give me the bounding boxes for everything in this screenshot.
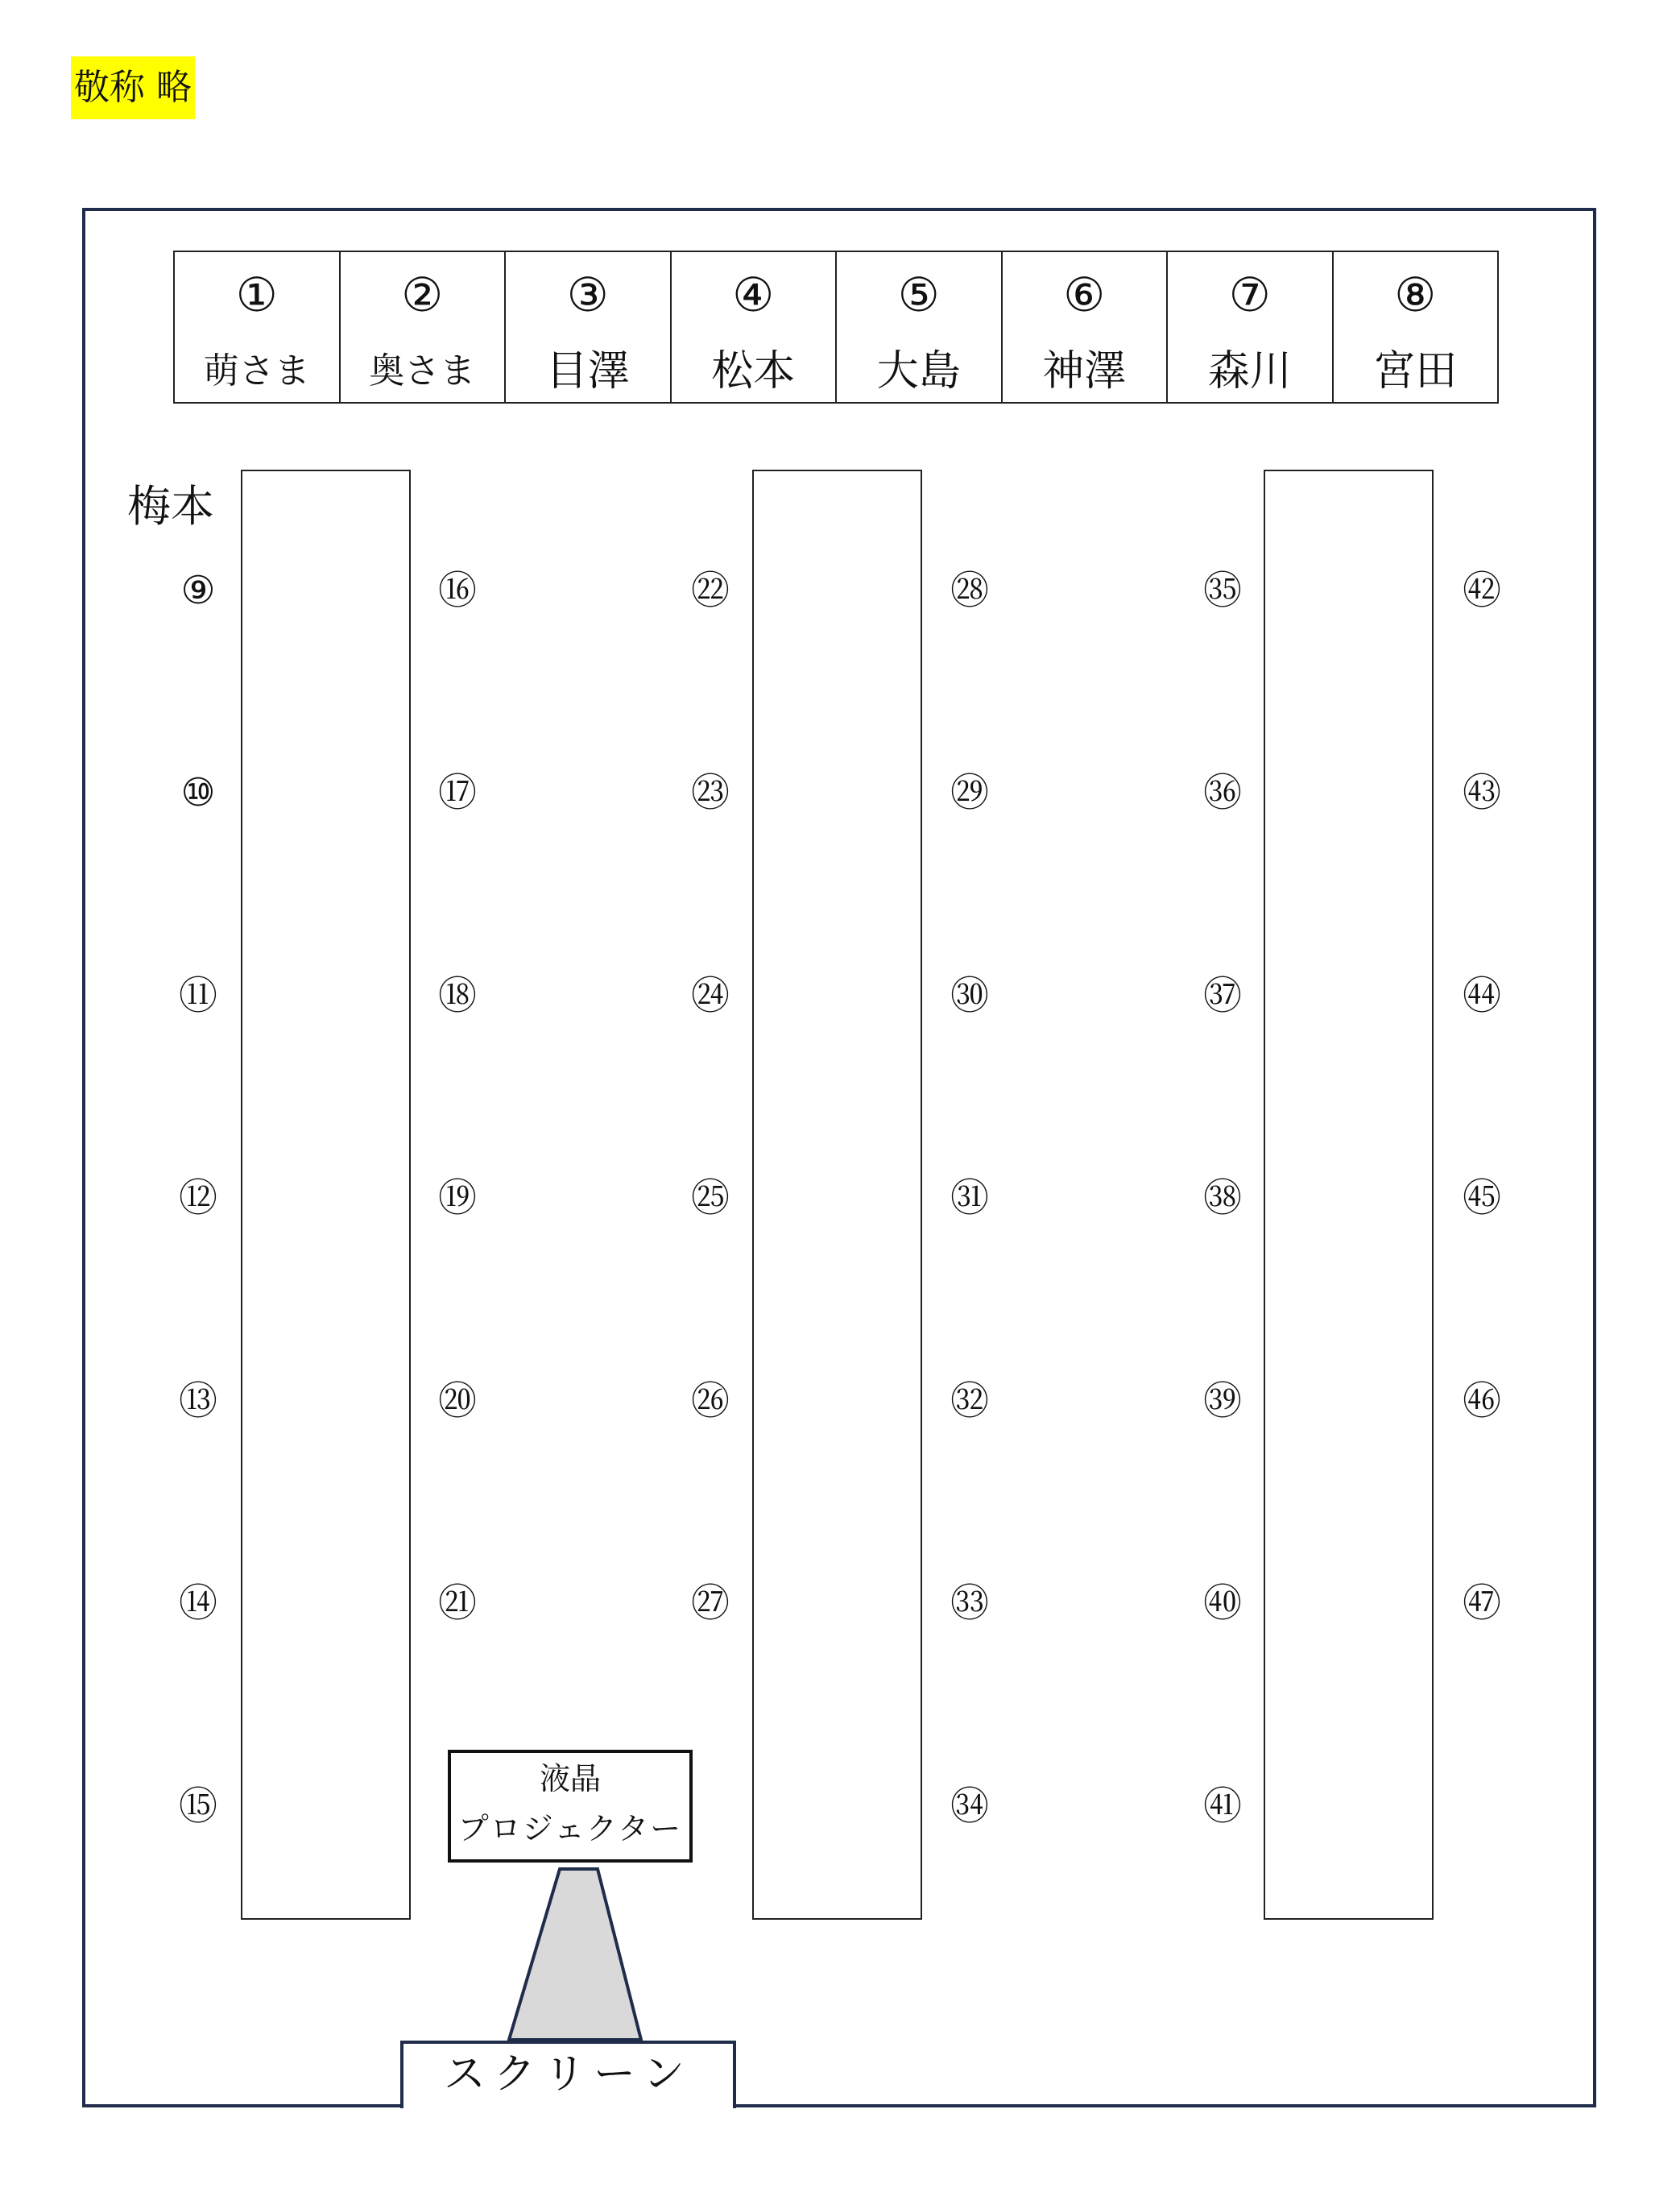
seat-marker: ㉜ bbox=[950, 1378, 989, 1423]
seat-marker: ㉟ bbox=[1202, 568, 1242, 613]
seat-marker: ㊻ bbox=[1462, 1378, 1501, 1423]
seat-marker: ㉓ bbox=[690, 770, 730, 815]
seat-marker: ㉙ bbox=[950, 770, 989, 815]
guest-name: 萌さま bbox=[203, 350, 310, 392]
seat-marker: ⑯ bbox=[437, 568, 477, 613]
seat-marker: ㉛ bbox=[950, 1175, 989, 1220]
lcd-projector bbox=[448, 1750, 693, 1863]
seat-marker: ⑩ bbox=[180, 770, 216, 815]
seat-number: ⑥ bbox=[1063, 267, 1106, 322]
seat-marker: ⑭ bbox=[178, 1581, 217, 1626]
seat-marker: ⑲ bbox=[437, 1175, 477, 1220]
seat-number: ④ bbox=[732, 267, 775, 322]
seat-marker: ㉞ bbox=[950, 1784, 989, 1829]
seat-marker: ㉝ bbox=[950, 1581, 989, 1626]
seat-marker: ㊵ bbox=[1202, 1581, 1242, 1626]
guest-name: 宮田 bbox=[1373, 347, 1458, 396]
projector-label-line1: 液晶 bbox=[539, 1761, 601, 1796]
guest-name: 大島 bbox=[876, 347, 961, 396]
screen: スクリーン bbox=[400, 2041, 736, 2108]
guest-name: 奥さま bbox=[369, 350, 476, 392]
seat-marker: ㊶ bbox=[1202, 1784, 1242, 1829]
seat-marker: ⑫ bbox=[178, 1175, 217, 1220]
guest-name: 神澤 bbox=[1042, 347, 1127, 396]
seat-marker: ⑨ bbox=[180, 568, 216, 613]
seat-marker: ㉚ bbox=[950, 973, 989, 1018]
guest-name: 松本 bbox=[711, 347, 796, 396]
seat-number: ⑤ bbox=[897, 267, 940, 322]
seat-number: ① bbox=[235, 267, 278, 322]
seat-marker: ⑪ bbox=[178, 973, 217, 1018]
seat-marker: ㊹ bbox=[1462, 973, 1501, 1018]
seat-number: ⑦ bbox=[1228, 267, 1271, 322]
guest-name: 目澤 bbox=[545, 347, 630, 396]
seat-marker: ㊷ bbox=[1462, 568, 1501, 613]
seat-marker: ㊱ bbox=[1202, 770, 1242, 815]
side-name-label: 梅本 bbox=[127, 481, 214, 532]
seat-marker: ㊼ bbox=[1462, 1581, 1501, 1626]
guest-name: 森川 bbox=[1207, 347, 1292, 396]
projector-beam-shape bbox=[509, 1869, 641, 2040]
projector-label-line2: プロジェクター bbox=[457, 1811, 683, 1846]
honorifics-note: 敬称 略 bbox=[71, 56, 195, 119]
seat-marker: ㉑ bbox=[437, 1581, 477, 1626]
seat-marker: ㊸ bbox=[1462, 770, 1501, 815]
seat-marker: ㉕ bbox=[690, 1175, 730, 1220]
seat-marker: ⑰ bbox=[437, 770, 477, 815]
seat-marker: ⑮ bbox=[178, 1784, 217, 1829]
seat-marker: ⑬ bbox=[178, 1378, 217, 1423]
seat-marker: ㉖ bbox=[690, 1378, 730, 1423]
seat-marker: ㉘ bbox=[950, 568, 989, 613]
seat-marker: ㉒ bbox=[690, 568, 730, 613]
seat-marker: ㉗ bbox=[690, 1581, 730, 1626]
seat-marker: ㊳ bbox=[1202, 1175, 1242, 1220]
seat-number: ⑧ bbox=[1394, 267, 1437, 322]
seat-marker: ㉔ bbox=[690, 973, 730, 1018]
seat-marker: ㊺ bbox=[1462, 1175, 1501, 1220]
seat-number: ② bbox=[401, 267, 444, 322]
seat-marker: ⑳ bbox=[437, 1378, 477, 1423]
seat-number: ③ bbox=[566, 267, 609, 322]
seat-marker: ⑱ bbox=[437, 973, 477, 1018]
seat-marker: ㊴ bbox=[1202, 1378, 1242, 1423]
seat-marker: ㊲ bbox=[1202, 973, 1242, 1018]
